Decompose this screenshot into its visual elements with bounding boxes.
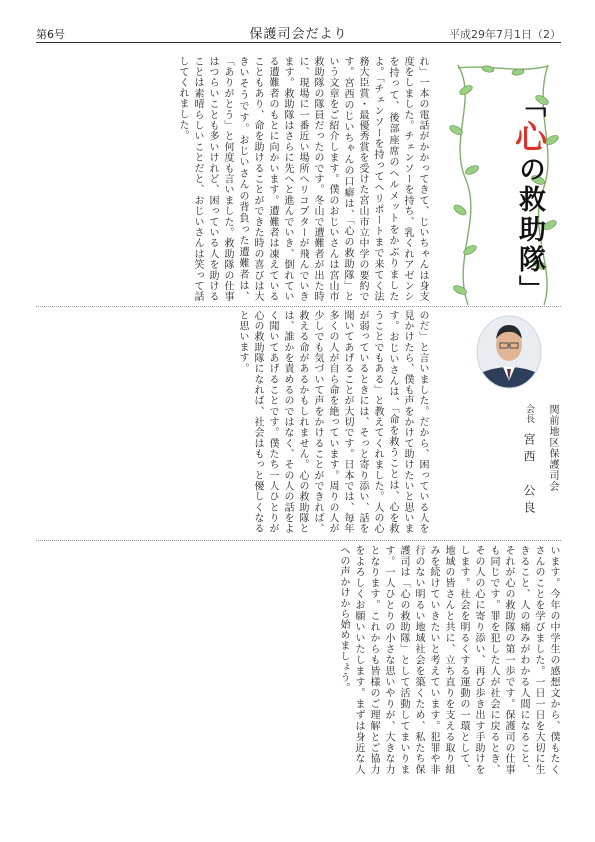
page-header xyxy=(36,22,561,43)
title-bracket-close: 」 xyxy=(514,275,545,305)
author-byline xyxy=(480,404,560,534)
author-organization: 関前地区保護司会 xyxy=(547,404,558,492)
author-name: 宮西 公良 xyxy=(522,432,536,518)
article-middle-block: のだ」と言いました。だから、困っている人を見かけたら、僕も声をかけて助けたいと思います。おじいさんは、「命を救うことは、心を救うことでもある」と教えてくれました。人の心が弱っているときには、そっと寄り添い、話を聞いてあげることが大切です。日本では、毎年多くの人が自ら命を絶っています。周りの人が少しでも気づいて声をかけることができれば、救える命があるかもしれません。心の救助隊とは、誰かを責めるのではなく、その人の話をよく聞いてあげることです。僕たち一人ひとりが心の救助隊になれば、社会はもっと優しくなると思います。 xyxy=(237,310,428,534)
article-top-block: れ」一本の電話がかかってきて、じいちゃんは身支度をしました。チェンソーを持ち、乳くれアゼンシを持って、後部座席のヘルメットをかぶりましたよ。「チェンソーを持ってヘリポートまで来てく法務大臣賞・最優秀賞を受けた宮山市立中学の要約です。宮西のじいちゃんの口癖は、「心の救助隊」という文章をご紹介します。僕のおじいさんは宮山市救助隊の隊員だったのです。冬山で遭難者が出た時に、現場に一番近い場所へリコプターが飛んでいきます。救助隊はさらに先へと進んでいき、倒れている遭難者のもとに向かいます。遭難者は凍えていることもあり、命を助けることができた時の喜びは大きいそうです。おじいさんの背負った遭難者は、「ありがとう」と何度も言いました。救助隊の仕事はつらいことも多いけれど、困っている人を助けることは素晴らしいことだと、おじいさんは笑って話してくれました。 xyxy=(177,56,428,302)
author-portrait xyxy=(476,315,542,389)
issue-date: 平成29年7月1日（2） xyxy=(449,28,561,41)
newsletter-name: 保護司会だより xyxy=(249,27,348,42)
column-divider xyxy=(36,540,561,541)
article-title xyxy=(506,90,552,305)
article-bottom-block: います。今年の中学生の感想文から、僕もたくさんのことを学びました。一日一日を大切に生きること、人の痛みがわかる人間になること、それが心の救助隊の第一歩です。保護司の仕事も同じです。罪を犯した人が社会に戻るとき、その人の心に寄り添い、再び歩き出す手助けをします。社会を明るくする運動の一環として、地域の皆さんと共に、立ち直りを支える取り組みを続けていきたいと考えています。犯罪や非行のない明るい地域社会を築くため、私たち保護司は「心の救助隊」として活動してまいります。一人ひとりの小さな思いやりが、大きな力となります。これからも皆様のご理解とご協力をよろしくお願いいたします。まずは身近な人への声かけから始めましょう。 xyxy=(338,545,559,775)
author-role: 会長 xyxy=(524,404,534,424)
title-bracket-open: 「 xyxy=(514,90,545,120)
title-area xyxy=(448,60,561,310)
author-name-block xyxy=(521,404,538,518)
issue-number: 第6号 xyxy=(36,28,65,41)
title-kokoro: 心 xyxy=(510,120,548,155)
title-rest: の救助隊 xyxy=(514,155,545,275)
